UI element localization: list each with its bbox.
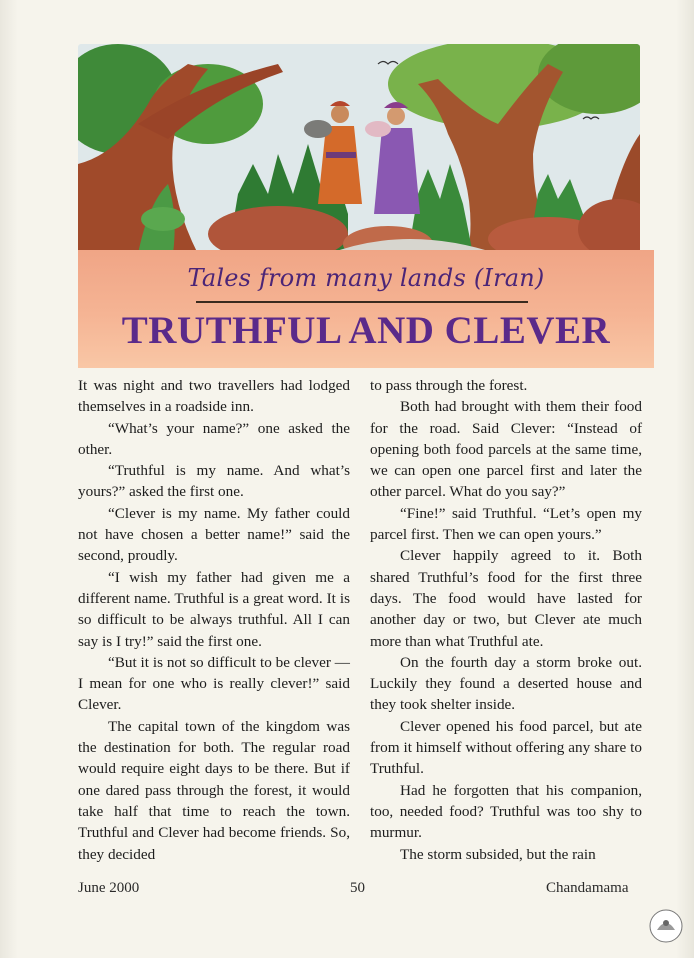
story-paragraph: “Fine!” said Truthful. “Let’s open my parcel first. Then we can open yours.”: [370, 504, 642, 544]
magazine-logo-icon: [648, 908, 684, 944]
story-paragraph: It was night and two travellers had lodged themselves in a roadside inn.: [78, 377, 350, 416]
forest-scene-image: [78, 44, 640, 254]
title-divider: [196, 301, 528, 303]
story-column-right: [370, 375, 642, 865]
page-number: 50: [350, 880, 365, 896]
footer-date: June 2000: [78, 880, 140, 896]
story-paragraph: The capital town of the kingdom was the destination for both. The regular road would require eight days to be there. But if one dared pass through the forest, it would take half that time to reach the town. Truthful and Clever had become friends. So, they decided: [78, 717, 350, 863]
story-paragraph: Both had brought with them their food for the road. Said Clever: “Instead of opening both food parcels at the same time, we can open one parcel first and later the other parcel. What do you say?”: [370, 398, 642, 501]
story-paragraph: Had he forgotten that his companion, too, needed food? Truthful was too shy to murmur.: [370, 781, 642, 842]
story-paragraph: Clever opened his food parcel, but ate from it himself without offering any share to Truthful.: [370, 717, 642, 778]
story-illustration: [78, 44, 640, 254]
story-paragraph: “Clever is my name. My father could not have chosen a better name!” said the second, proudly.: [78, 504, 350, 565]
story-paragraph: On the fourth day a storm broke out. Luckily they found a deserted house and they took shelter inside.: [370, 653, 642, 714]
title-band: [78, 250, 654, 368]
magazine-name: Chandamama: [546, 880, 629, 896]
series-title: Tales from many lands (Iran): [187, 264, 545, 292]
story-paragraph: “What’s your name?” one asked the other.: [78, 419, 350, 458]
story-paragraph: to pass through the forest.: [370, 377, 528, 394]
story-paragraph: The storm subsided, but the rain: [400, 845, 596, 863]
story-paragraph: “But it is not so difficult to be clever — I mean for one who is really clever!” said Clever.: [78, 653, 350, 714]
story-title: TRUTHFUL AND CLEVER: [121, 309, 611, 352]
story-paragraph: Clever happily agreed to it. Both shared Truthful’s food for the first three days. The food would have lasted for another day or two, but Clever ate much more than what Truthful ate.: [370, 547, 642, 650]
story-paragraph: “Truthful is my name. And what’s yours?” asked the first one.: [78, 462, 350, 501]
story-paragraph: “I wish my father had given me a different name. Truthful is a great word. It is so difficult to be always truthful. All I can say is I try!” said the first one.: [78, 568, 350, 650]
story-column-left: [78, 375, 350, 865]
